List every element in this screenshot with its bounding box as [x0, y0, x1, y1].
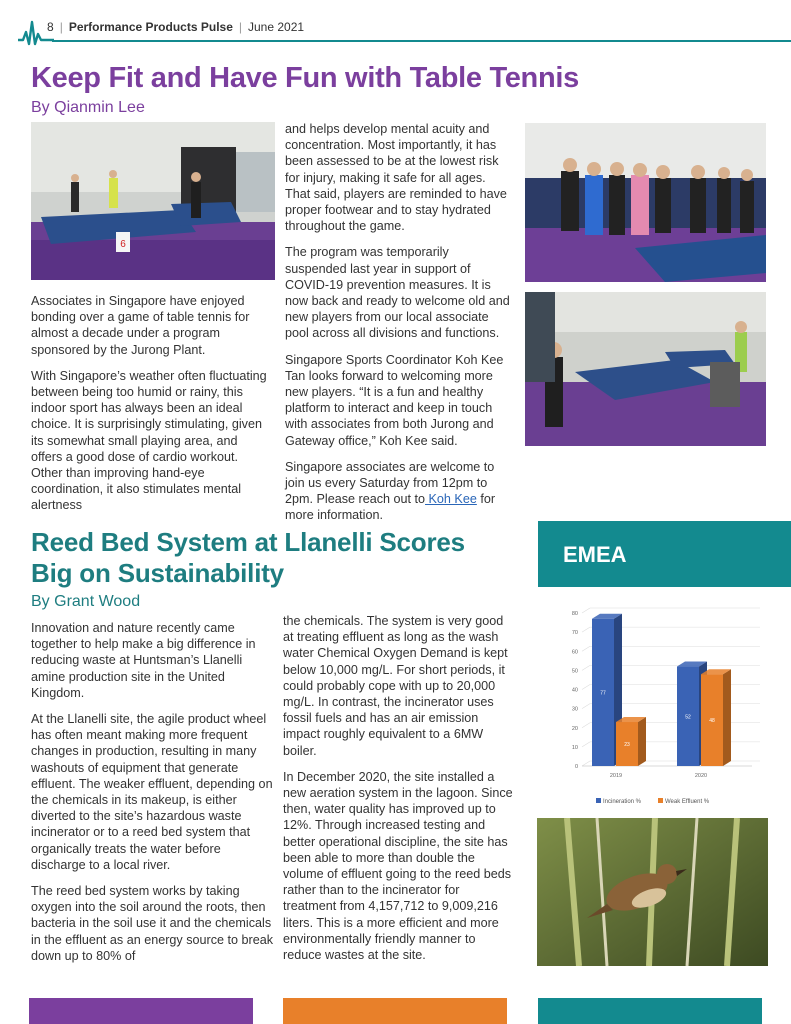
chart-svg	[560, 605, 770, 810]
article-title: Reed Bed System at Llanelli Scores Big on Sustainability	[31, 527, 465, 588]
article-column-2	[285, 121, 511, 534]
paragraph: Innovation and nature recently came together to help make a big difference in reducing waste at Huntsman’s Llanelli amine production site in the United Kingdom.	[31, 621, 256, 700]
bar-side	[723, 669, 731, 766]
legend-swatch	[658, 798, 663, 803]
header-divider: |	[59, 20, 63, 34]
paragraph: With Singapore’s weather often fluctuating between being too humid or rainy, this indoor sport has always been an ideal choice. It is surprisingly stimulating, given its somewhat small playing area, and offers a good dose of cardio workout. Other than improving hand-eye coordination, it also stimulates mental alertness	[31, 368, 267, 513]
table-tennis-photo	[31, 122, 275, 280]
legend-label: Incineration %	[603, 799, 642, 805]
data-label: 48	[709, 718, 715, 725]
article-column-1	[31, 620, 275, 974]
paragraph: At the Llanelli site, the agile product wheel has often meant making more frequent changes in production, resulting in many washouts of equipment that generate effluent. The weaker effluent, depending on the chemicals in its makeup, is either diverted to the site’s hazardous waste incinerator or to a reed bed system that organically treats the water before discharge to a local river.	[31, 712, 273, 872]
y-tick-label: 40	[571, 687, 578, 694]
paragraph: and helps develop mental acuity and concentration. Most importantly, it has been assessed to be at the lowest risk for injury, making it safe for all ages. That said, players are reminded to have proper footwear and to stay hydrated throughout the game.	[285, 122, 507, 234]
y-tick-label: 0	[574, 764, 578, 770]
y-tick-label: 30	[571, 706, 578, 713]
paragraph	[285, 459, 511, 524]
gridline	[582, 761, 590, 766]
x-tick-label: 2019	[609, 773, 623, 779]
gridline	[582, 685, 590, 690]
y-tick-label: 60	[571, 649, 578, 656]
region-banner	[538, 521, 791, 587]
paragraph: the chemicals. The system is very good at treating effluent as long as the wash water Chemical Oxygen Demand is kept below 10,000 mg/L. For short periods, it could probably cope with up to 20,000 mg/L. In contrast, the incinerator uses fossil fuels and has an air emission impact roughly equivalent to a 6MW boiler.	[283, 614, 508, 758]
data-label: 52	[685, 714, 691, 721]
paragraph-text: Singapore associates are welcome to join us every Saturday from 12pm to 2pm. Please reach out to	[285, 459, 495, 507]
issue-date: June 2021	[248, 20, 305, 34]
publication-name: Performance Products Pulse	[68, 20, 233, 34]
page-number: 8	[47, 20, 54, 34]
footer-bar-purple	[29, 998, 253, 1024]
article-column-1	[31, 293, 271, 524]
paragraph: The reed bed system works by taking oxygen into the soil around the roots, then bacteria in the soil use it and the chemicals in the effluent as an energy source to break down up to 80% of	[31, 884, 274, 963]
footer-bar-orange	[283, 998, 507, 1024]
match-photo	[525, 292, 766, 446]
svg-text:6: 6	[120, 239, 126, 250]
footer-bar-teal	[538, 998, 762, 1024]
x-tick-label: 2020	[694, 773, 708, 779]
y-tick-label: 20	[571, 725, 578, 732]
gridline	[582, 704, 590, 709]
legend-label: Weak Effluent %	[665, 799, 710, 805]
data-label: 23	[624, 742, 630, 749]
y-tick-label: 10	[571, 744, 578, 751]
paragraph: Singapore Sports Coordinator Koh Kee Tan looks forward to welcoming more new players. “It is a fun and healthy platform to interact and keep in touch with associates from both Jurong and Gateway office,” Koh Kee said.	[285, 352, 504, 448]
legend-swatch	[596, 798, 601, 803]
paragraph: In December 2020, the site installed a new aeration system in the lagoon. Since then, water quality has improved up to 12%. Through increased testing and better operational discipline, the site has been able to more than double the volume of effluent going to the reed beds rather than to the incinerator for treatment from 4,157,712 to 9,009,216 liters. This is a more efficient and more environmentally friendly manner to reduce wastes at the site.	[283, 769, 513, 963]
group-photo	[525, 123, 766, 282]
article-title: Keep Fit and Have Fun with Table Tennis	[31, 62, 579, 94]
contact-link[interactable]: Koh Kee	[425, 492, 477, 507]
bar-side	[638, 717, 646, 766]
y-tick-label: 70	[571, 630, 578, 637]
y-tick-label: 80	[571, 611, 578, 617]
gridline	[582, 665, 590, 670]
effluent-chart	[560, 605, 770, 810]
header-rule	[52, 40, 791, 42]
gridline	[582, 742, 590, 747]
gridline	[582, 608, 590, 613]
data-label: 77	[600, 690, 606, 697]
paragraph-text: for more information.	[285, 492, 496, 523]
gridline	[582, 627, 590, 632]
article-byline: By Qianmin Lee	[31, 99, 145, 116]
region-label: EMEA	[563, 542, 627, 567]
reed-bird-photo	[537, 818, 768, 966]
article-byline: By Grant Wood	[31, 593, 141, 610]
gridline	[582, 646, 590, 651]
article-column-2	[283, 613, 513, 973]
paragraph: Associates in Singapore have enjoyed bonding over a game of table tennis for almost a decade under a program sponsored by the Jurong Plant.	[31, 294, 250, 357]
y-tick-label: 50	[571, 668, 578, 675]
header-text	[47, 20, 304, 34]
paragraph: The program was temporarily suspended last year in support of COVID-19 prevention measures. It is now back and ready to welcome old and new players from our local associate pool across all divisions and functions.	[285, 245, 510, 341]
gridline	[582, 723, 590, 728]
page-header	[0, 0, 791, 46]
header-divider: |	[238, 20, 242, 34]
